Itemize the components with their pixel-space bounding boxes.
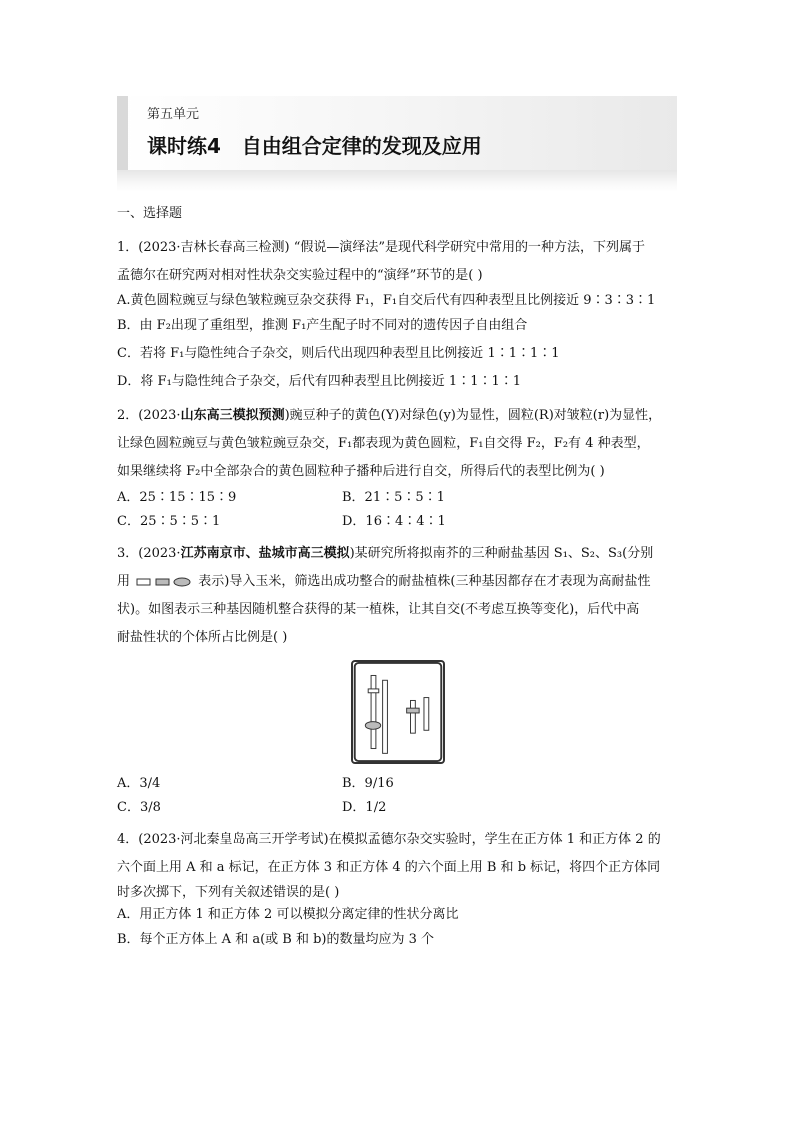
question-1-stem-line-1: 1．(2023·吉林长春高三检测) “假说—演绎法”是现代科学研究中常用的一种方法，下列属于 bbox=[117, 240, 646, 255]
question-3-source: 江苏南京市、盐城市高三模拟 bbox=[180, 546, 350, 561]
question-2-stem-line-2: 让绿色圆粒豌豆与黄色皱粒豌豆杂交，F₁都表现为黄色圆粒，F₁自交得 F₂，F₂有 4 种表型， bbox=[117, 436, 650, 451]
question-2-option-d: D．16∶4∶4∶1 bbox=[342, 514, 446, 529]
question-4-stem-line-3: 时多次掷下，下列有关叙述错误的是( ) bbox=[117, 885, 340, 900]
gene-symbols-icon bbox=[136, 576, 192, 588]
gene-s3-icon bbox=[174, 578, 190, 586]
question-3-prefix: 3．(2023· bbox=[117, 546, 181, 561]
question-3-stem-line-3: 状)。如图表示三种基因随机整合获得的某一植株，让其自交(不考虑互换等变化)，后代中高 bbox=[117, 602, 640, 617]
question-3-option-b: B．9/16 bbox=[342, 776, 394, 791]
chromosome-4 bbox=[424, 698, 429, 731]
gene-s1-marker bbox=[368, 689, 379, 693]
question-3-stem-line-2b: 表示)导入玉米，筛选出成功整合的耐盐植株(三种基因都存在才表现为高耐盐性 bbox=[198, 574, 651, 589]
lesson-title: 课时练4 自由组合定律的发现及应用 bbox=[147, 134, 482, 158]
question-2-prefix: 2．(2023· bbox=[117, 408, 181, 423]
question-2-options-row-1 bbox=[117, 486, 679, 510]
question-3-stem-line-1 bbox=[117, 540, 679, 568]
question-1-stem-line-2: 孟德尔在研究两对相对性状杂交实验过程中的“演绎”环节的是( ) bbox=[117, 268, 483, 283]
chromosome-2 bbox=[383, 680, 388, 753]
chromosome-figure bbox=[117, 660, 679, 764]
chromosome-diagram bbox=[351, 660, 445, 764]
question-2-stem-line-1 bbox=[117, 402, 679, 430]
question-1-option-c: C．若将 F₁与隐性纯合子杂交，则后代出现四种表型且比例接近 1∶1∶1∶1 bbox=[117, 346, 560, 361]
question-4-option-a: A．用正方体 1 和正方体 2 可以模拟分离定律的性状分离比 bbox=[117, 907, 459, 922]
gene-s2-icon bbox=[156, 579, 169, 585]
unit-label: 第五单元 bbox=[147, 107, 200, 122]
question-3-option-a: A．3/4 bbox=[117, 776, 161, 791]
question-3 bbox=[117, 540, 679, 820]
gene-s1-icon bbox=[137, 579, 150, 585]
question-4-stem-line-2: 六个面上用 A 和 a 标记，在正方体 3 和正方体 4 的六个面上用 B 和 b 标记，将四个正方体同 bbox=[117, 860, 661, 875]
chromosome-3 bbox=[411, 700, 416, 733]
section-title: 一、选择题 bbox=[117, 206, 183, 221]
header-accent-bar bbox=[117, 96, 128, 170]
question-2-options-row-2 bbox=[117, 510, 679, 534]
question-3-option-c: C．3/8 bbox=[117, 800, 161, 815]
question-4-stem-line-1: 4．(2023·河北秦皇岛高三开学考试)在模拟孟德尔杂交实验时，学生在正方体 1 和正方体 2 的 bbox=[117, 832, 661, 847]
question-3-options-row-1 bbox=[117, 772, 679, 796]
question-2-option-c: C．25∶5∶5∶1 bbox=[117, 514, 221, 529]
gene-s3-marker bbox=[365, 722, 380, 730]
question-4-option-b: B．每个正方体上 A 和 a(或 B 和 b)的数量均应为 3 个 bbox=[117, 932, 435, 947]
question-2-option-b: B．21∶5∶5∶1 bbox=[342, 490, 445, 505]
question-2-source: 山东高三模拟预测 bbox=[180, 408, 285, 423]
question-3-stem-line-2a: 用 bbox=[117, 574, 131, 589]
question-1 bbox=[117, 234, 679, 396]
question-2-option-a: A．25∶15∶15∶9 bbox=[117, 490, 237, 505]
question-2-stem-rest: )豌豆种子的黄色(Y)对绿色(y)为显性，圆粒(R)对皱粒(r)为显性， bbox=[284, 408, 662, 423]
question-3-option-d: D．1/2 bbox=[342, 800, 387, 815]
header-shadow bbox=[117, 170, 677, 192]
question-3-stem-line-4: 耐盐性状的个体所占比例是( ) bbox=[117, 630, 288, 645]
question-3-stem-line-2 bbox=[117, 568, 679, 596]
question-1-option-b: B．由 F₂出现了重组型，推测 F₁产生配子时不同对的遗传因子自由组合 bbox=[117, 318, 528, 333]
question-3-options-row-2 bbox=[117, 796, 679, 820]
document-body bbox=[117, 200, 679, 954]
gene-s2-marker bbox=[407, 708, 420, 713]
question-4 bbox=[117, 826, 679, 954]
question-1-option-d: D．将 F₁与隐性纯合子杂交，后代有四种表型且比例接近 1∶1∶1∶1 bbox=[117, 374, 522, 389]
question-2-stem-line-3: 如果继续将 F₂中全部杂合的黄色圆粒种子播种后进行自交，所得后代的表型比例为( ) bbox=[117, 464, 605, 479]
chromosome-1 bbox=[371, 675, 376, 748]
question-3-stem-rest: )某研究所将拟南芥的三种耐盐基因 S₁、S₂、S₃(分别 bbox=[349, 546, 654, 561]
question-1-option-a: A.黄色圆粒豌豆与绿色皱粒豌豆杂交获得 F₁，F₁自交后代有四种表型且比例接近 9∶3∶3∶1 bbox=[117, 293, 656, 308]
question-2 bbox=[117, 402, 679, 534]
